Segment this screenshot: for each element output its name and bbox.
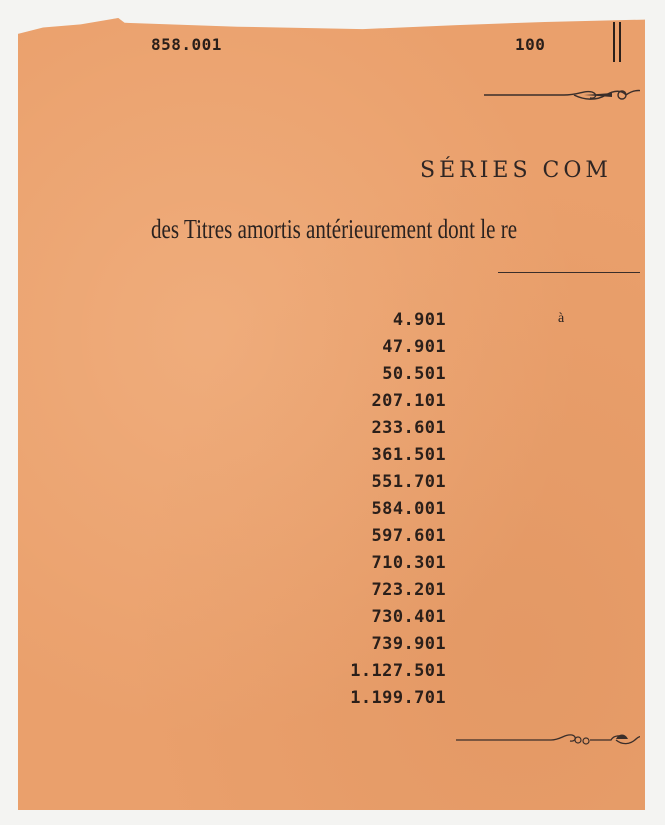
subtitle: des Titres amortis antérieurement dont le re [151, 214, 518, 244]
number-item: 233.601 [371, 418, 446, 438]
number-item: 47.901 [382, 337, 446, 357]
number-item: 1.127.501 [350, 661, 446, 681]
bottom-ornament [456, 726, 640, 748]
series-title: SÉRIES COM [420, 158, 612, 183]
number-item: 551.701 [371, 472, 446, 492]
numbers-list [300, 307, 446, 712]
header-left-number: 858.001 [151, 35, 222, 54]
number-item: 584.001 [371, 499, 446, 519]
top-ornament [484, 84, 640, 106]
number-item: 730.401 [371, 607, 446, 627]
number-item: 4.901 [392, 310, 446, 330]
number-item: 361.501 [371, 445, 446, 465]
number-item: 207.101 [371, 391, 446, 411]
number-item: 723.201 [371, 580, 446, 600]
horizontal-rule [498, 272, 640, 273]
number-item: 710.301 [371, 553, 446, 573]
number-item: 597.601 [371, 526, 446, 546]
vertical-rule-right [619, 22, 621, 62]
number-item: 739.901 [371, 634, 446, 654]
header-right-number: 100 [515, 35, 546, 54]
number-item: 1.199.701 [350, 688, 446, 708]
number-item: 50.501 [382, 364, 446, 384]
range-word: à [558, 311, 565, 326]
vertical-rule-left [613, 22, 615, 62]
